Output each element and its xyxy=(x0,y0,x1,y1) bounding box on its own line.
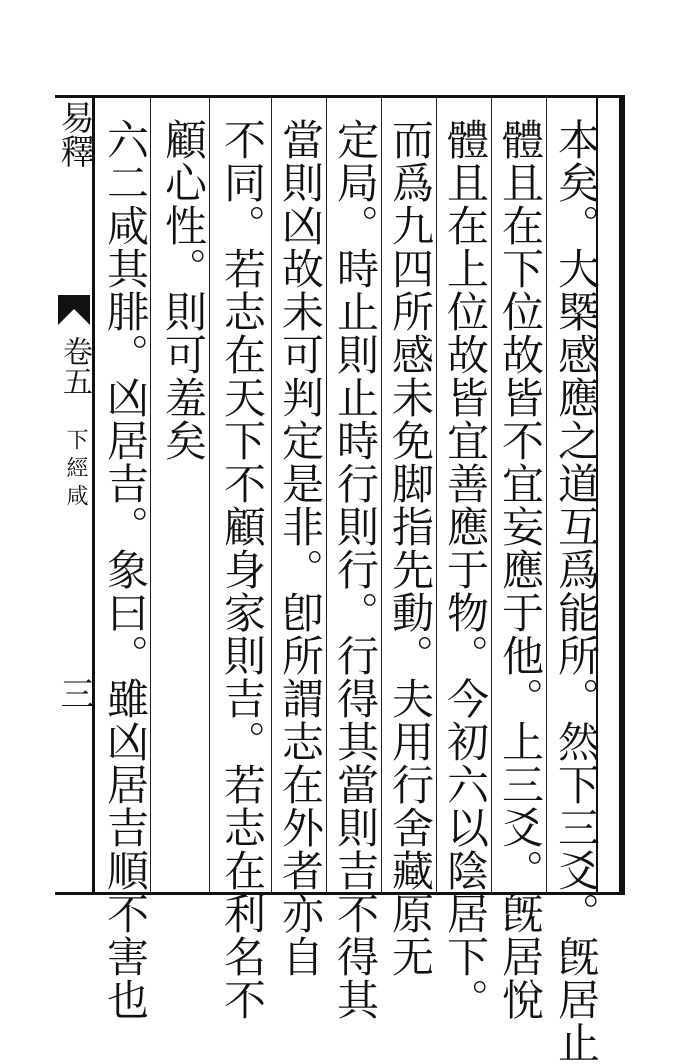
volume-label: 卷五 xyxy=(57,336,92,396)
text-column-2: 體且在下位故皆不宜妄應于他。上三爻。旣居悅 xyxy=(496,118,545,1021)
page-margin xyxy=(56,100,92,890)
text-column-5: 定局。時止則止時行則行。行得其當則吉不得其 xyxy=(331,118,380,1021)
text-column-6: 當則凶故未可判定是非。卽所謂志在外者亦自 xyxy=(276,118,325,978)
column-divider xyxy=(381,98,382,893)
margin-rule xyxy=(92,98,95,893)
column-divider xyxy=(209,98,210,893)
column-divider xyxy=(491,98,492,893)
book-title: 易釋 xyxy=(54,100,94,168)
page-number: 三 xyxy=(54,676,94,710)
text-column-8: 顧心性。則可羞矣 xyxy=(159,118,208,462)
text-column-1: 本矣。大槩感應之道互爲能所。然下三爻。旣居止 xyxy=(552,118,601,1064)
text-column-7: 不同。若志在天下不顧身家則吉。若志在利名不 xyxy=(218,118,267,1021)
column-divider xyxy=(326,98,327,893)
column-divider xyxy=(436,98,437,893)
fishtail-mark-icon xyxy=(58,295,90,327)
text-column-4: 而爲九四所感未免脚指先動。夫用行舍藏原无 xyxy=(386,118,435,978)
text-column-3: 體且在上位故皆宜善應于物。今初六以陰居下。 xyxy=(441,118,490,1021)
column-divider xyxy=(271,98,272,893)
column-divider xyxy=(546,98,547,893)
section-label: 下經咸 xyxy=(63,428,88,512)
text-column-9: 六二咸其腓。凶居吉。象曰。雖凶居吉順不害也 xyxy=(101,118,150,1021)
